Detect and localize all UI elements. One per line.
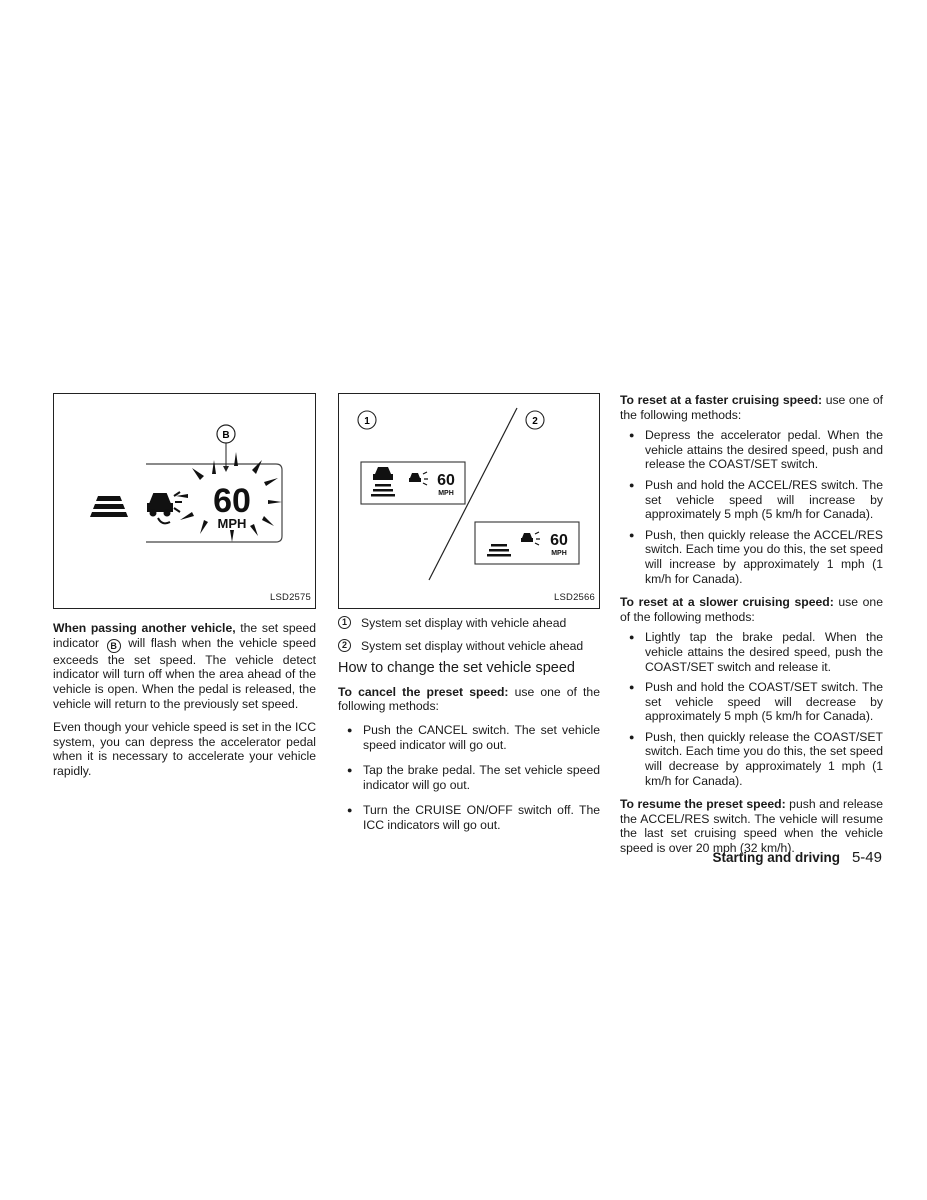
cancel-lead: To cancel the preset speed: [338,684,509,699]
indicator-b-marker: B [107,639,121,653]
cancel-list [338,723,600,833]
resume-rest: push and release the ACCEL/RES switch. The vehicle will resume the last set cruising speed when the vehicle speed is over 20 mph (32 km/h). [620,797,883,856]
lane-icon [90,496,128,517]
right-column [620,393,883,865]
speed-unit-1: MPH [438,490,454,497]
page-footer [712,849,882,866]
speed-unit: MPH [217,516,247,531]
cancel-rest: use one of the following methods: [338,684,600,714]
footer-section-title: Starting and driving [712,850,840,865]
caption-1-marker: 1 [338,616,351,629]
middle-column [338,393,600,842]
figure-system-displays [338,393,600,609]
passing-paragraph [53,621,316,711]
list-item: ● Push and hold the COAST/SET switch. The set vehicle speed will decrease by approximately 5 mph (5 km/h for Canada). [620,680,883,724]
caption-1-text: System set display with vehicle ahead [361,616,567,630]
slower-lead: To reset at a slower cruising speed: [620,595,834,610]
cancel-intro [338,685,600,714]
list-item: ● Depress the accelerator pedal. When the vehicle attains the desired speed, push and release the COAST/SET switch. [620,428,883,472]
list-item: ● Push the CANCEL switch. The set vehicle speed indicator will go out. [338,723,600,752]
faster-lead: To reset at a faster cruising speed: [620,393,823,407]
marker-1: 1 [364,416,370,427]
speed-value-2: 60 [550,532,568,549]
list-item: ● Push and hold the ACCEL/RES switch. The set vehicle speed will increase by approximately 5 mph (5 km/h for Canada). [620,478,883,522]
resume-paragraph [620,797,883,855]
system-display-illustration [339,394,599,608]
figure-passing-display [53,393,316,609]
marker-2: 2 [532,416,538,427]
page-number: 5-49 [851,849,882,866]
marker-b: B [222,430,230,441]
caption-1 [338,616,600,631]
speed-unit-2: MPH [551,550,567,557]
passing-lead: When passing another vehicle, [53,621,236,635]
passing-text-b: will flash when the vehicle speed exceeds the set speed. The vehicle detect indicator will turn off when the area ahead of the vehicle is open. When the pedal is released, the vehicle will return to the previously set speed. [53,635,317,711]
list-item: ● Turn the CRUISE ON/OFF switch off. The ICC indicators will go out. [338,803,600,832]
caption-2-text: System set display without vehicle ahead [361,638,584,653]
caption-2 [338,639,600,654]
set-speed-value: 60 [213,482,251,520]
caption-2-marker: 2 [338,639,351,652]
speed-display-illustration [54,394,315,608]
faster-intro [620,393,883,422]
slower-list [620,630,883,788]
slower-rest: use one of the following methods: [620,595,883,624]
vehicle-detect-icon [148,492,182,523]
figure-code: LSD2575 [269,592,311,604]
list-item: ● Push, then quickly release the COAST/SET switch. Each time you do this, the set speed will decrease by approximately 1 mph (1 km/h for Canada). [620,730,883,788]
slower-intro [620,595,883,624]
speed-value-1: 60 [437,472,455,489]
faster-list [620,428,883,586]
faster-rest: use one of the following methods: [620,393,883,422]
passing-text-a: the set speed indicator [53,621,316,650]
resume-lead: To resume the preset speed: [620,797,786,812]
section-heading: How to change the set vehicle speed [338,660,575,677]
list-item: ● Lightly tap the brake pedal. When the vehicle attains the desired speed, push the COAST/SET switch and release it. [620,630,883,674]
left-column [53,393,316,788]
list-item: ● Tap the brake pedal. The set vehicle speed indicator will go out. [338,763,600,792]
list-item: ● Push, then quickly release the ACCEL/RES switch. Each time you do this, the set speed will increase by approximately 1 mph (1 km/h for Canada). [620,528,883,586]
accelerate-paragraph: Even though your vehicle speed is set in the ICC system, you can depress the accelerator pedal when it is necessary to accelerate your vehicle rapidly. [53,720,316,779]
figure-code: LSD2566 [553,592,595,604]
